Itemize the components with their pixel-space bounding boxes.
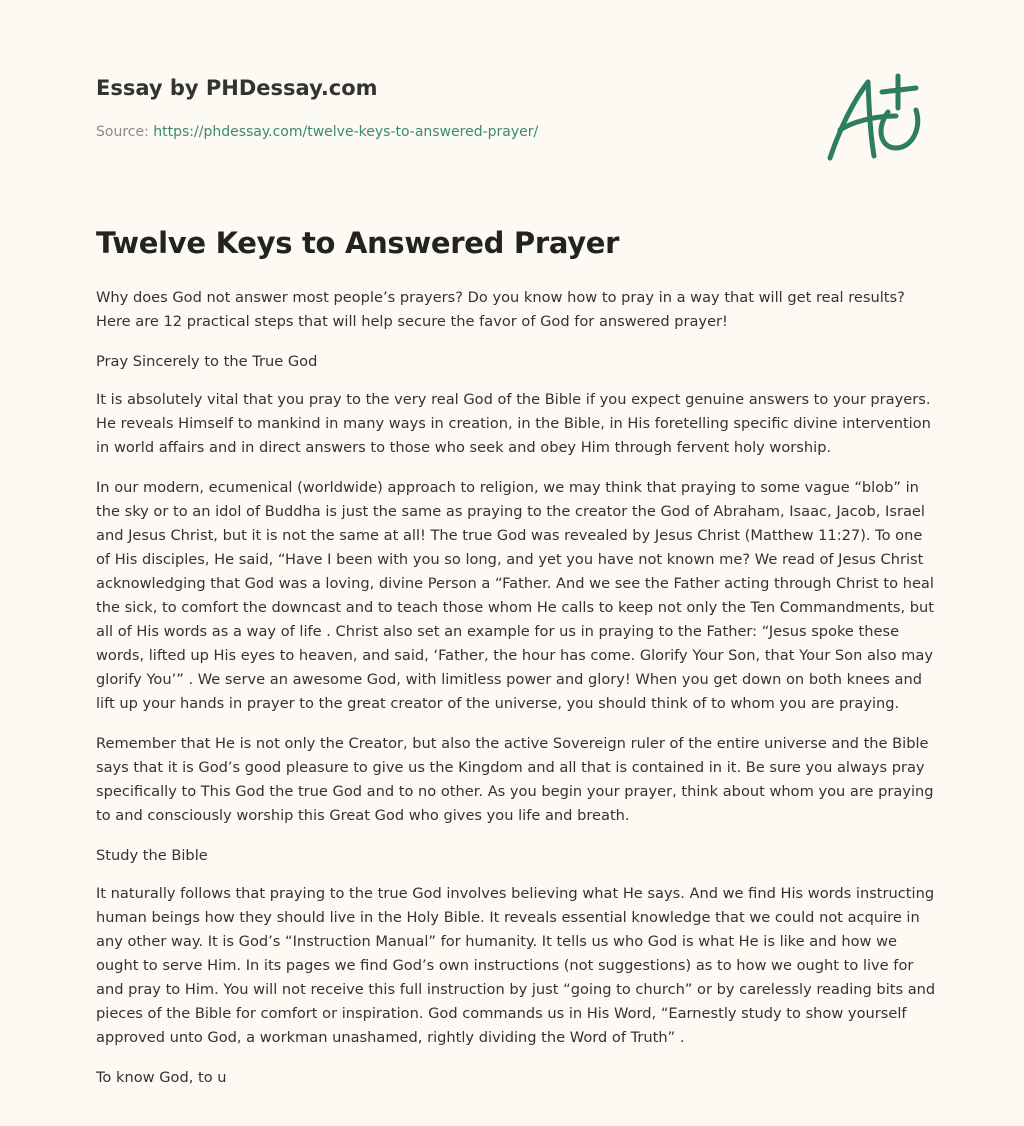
paragraph-intro: Why does God not answer most people’s prayers? Do you know how to pray in a way that will get real results? Here are 12 practical steps that will help secure the favor of God for answered prayer!: [96, 289, 905, 330]
section-heading-study-bible: Study the Bible: [96, 847, 208, 864]
a-plus-grade-icon: [818, 66, 930, 166]
source-link[interactable]: https://phdessay.com/twelve-keys-to-answered-prayer/: [153, 124, 539, 140]
paragraph-truncated: To know God, to u: [96, 1069, 227, 1086]
essay-title: Twelve Keys to Answered Prayer: [96, 226, 620, 260]
source-label: Source:: [96, 124, 154, 140]
paragraph: In our modern, ecumenical (worldwide) approach to religion, we may think that praying to some vague “blob” in the sky or to an idol of Buddha is just the same as praying to the creator the God of Abraham, Isaac, Jacob, Israel and Jesus Christ, but it is not the same at all! The true God was revealed by Jesus Christ (Matthew 11:27). To one of His disciples, He said, “Have I been with you so long, and yet you have not known me? We read of Jesus Christ acknowledging that God was a loving, divine Person a “Father. And we see the Father acting through Christ to heal the sick, to comfort the downcast and to teach those whom He calls to keep not only the Ten Commandments, but all of His words as a way of life . Christ also set an example for us in praying to the Father: “Jesus spoke these words, lifted up His eyes to heaven, and said, ‘Father, the hour has come. Glorify Your Son, that Your Son also may glorify You’” . We serve an awesome God, with limitless power and glory! When you get down on both knees and lift up your hands in prayer to the great creator of the universe, you should think of to whom you are praying.: [96, 479, 935, 712]
source-line: [96, 124, 538, 140]
essay-body: [96, 286, 936, 1106]
paragraph: It naturally follows that praying to the true God involves believing what He says. And we find His words instructing human beings how they should live in the Holy Bible. It reveals essential knowledge that we could not acquire in any other way. It is God’s “Instruction Manual” for humanity. It tells us who God is what He is like and how we ought to serve Him. In its pages we find God’s own instructions (not suggestions) as to how we ought to live for and pray to Him. You will not receive this full instruction by just “going to church” or by carelessly reading bits and pieces of the Bible for comfort or inspiration. God commands us in His Word, “Earnestly study to show yourself approved unto God, a workman unashamed, rightly dividing the Word of Truth” .: [96, 885, 936, 1046]
section-heading-pray-sincerely: Pray Sincerely to the True God: [96, 353, 318, 370]
site-brand: Essay by PHDessay.com: [96, 76, 378, 100]
paragraph: It is absolutely vital that you pray to the very real God of the Bible if you expect genuine answers to your prayers. He reveals Himself to mankind in many ways in creation, in the Bible, in His foretelling specific divine intervention in world affairs and in direct answers to those who seek and obey Him through fervent holy worship.: [96, 391, 931, 456]
paragraph: Remember that He is not only the Creator, but also the active Sovereign ruler of the entire universe and the Bible says that it is God’s good pleasure to give us the Kingdom and all that is contained in it. Be sure you always pray specifically to This God the true God and to no other. As you begin your prayer, think about whom you are praying to and consciously worship this Great God who gives you life and breath.: [96, 735, 934, 824]
